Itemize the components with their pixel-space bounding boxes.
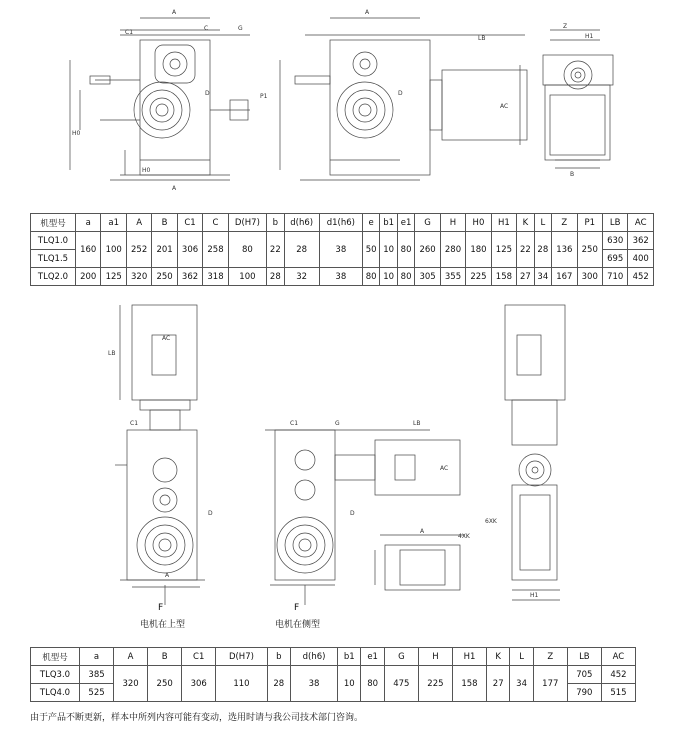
label-H0-1: H0 (72, 130, 81, 137)
value-cell: 22 (517, 232, 534, 268)
value-cell: 362 (177, 268, 202, 286)
table-header-cell: LB (567, 648, 601, 666)
value-cell: 10 (380, 268, 397, 286)
label-B: B (570, 171, 575, 178)
top-drawings (0, 0, 676, 205)
value-cell: 320 (114, 666, 148, 702)
model-cell: TLQ4.0 (31, 684, 80, 702)
label-A-1: A (172, 9, 177, 16)
spec-table-1 (30, 213, 654, 286)
reducer-side-view (543, 30, 613, 168)
spec-table-2 (30, 647, 636, 702)
table-header-cell: Z (533, 648, 567, 666)
label-C1-2: C1 (130, 420, 139, 427)
value-cell: 250 (148, 666, 182, 702)
table-header-cell: G (384, 648, 418, 666)
table-header-cell: H (440, 214, 465, 232)
value-cell: 300 (577, 268, 602, 286)
label-LB-3: LB (413, 420, 421, 427)
value-cell: 38 (319, 268, 362, 286)
label-A-2: A (365, 9, 370, 16)
label-P1: P1 (260, 93, 268, 100)
value-cell: 160 (76, 232, 101, 268)
model-cell: TLQ2.0 (31, 268, 76, 286)
table-row (31, 232, 654, 250)
table-header-cell: d(h6) (284, 214, 319, 232)
table-row (31, 268, 654, 286)
table-header-cell: a (80, 648, 114, 666)
table-header-cell: A (126, 214, 151, 232)
label-C-1: C (204, 25, 209, 32)
label-C1-3: C1 (290, 420, 299, 427)
table-header-cell: d1(h6) (319, 214, 362, 232)
value-cell: 180 (466, 232, 491, 268)
table-header-cell: Z (552, 214, 577, 232)
motor-top-view (115, 305, 205, 605)
technical-drawing-top (0, 0, 676, 205)
value-cell: 110 (216, 666, 267, 702)
value-cell: 630 (602, 232, 627, 250)
value-cell: 10 (338, 666, 361, 702)
value-cell: 34 (510, 666, 533, 702)
value-cell: 158 (452, 666, 486, 702)
table-header-cell: H1 (452, 648, 486, 666)
motor-side-view (265, 430, 460, 605)
table-header-cell: 机型号 (31, 648, 80, 666)
label-G-2: G (335, 420, 340, 427)
force-label-1: F (158, 603, 164, 613)
label-D-4: D (350, 510, 355, 517)
label-H1-2: H1 (530, 592, 539, 599)
value-cell: 10 (380, 232, 397, 268)
table-header-cell: d(h6) (290, 648, 337, 666)
table-header-cell: B (148, 648, 182, 666)
value-cell: 200 (76, 268, 101, 286)
label-C1-1: C1 (125, 29, 134, 36)
technical-drawing-middle (0, 295, 676, 635)
value-cell: 80 (228, 232, 266, 268)
force-label-2: F (294, 603, 300, 613)
value-cell: 100 (228, 268, 266, 286)
value-cell: 320 (126, 268, 151, 286)
value-cell: 27 (517, 268, 534, 286)
value-cell: 80 (397, 232, 414, 268)
table-header-cell: L (510, 648, 533, 666)
value-cell: 452 (628, 268, 654, 286)
value-cell: 710 (602, 268, 627, 286)
value-cell: 318 (203, 268, 228, 286)
value-cell: 790 (567, 684, 601, 702)
flange-detail (375, 535, 465, 590)
table-header-cell: b (267, 648, 290, 666)
value-cell: 225 (418, 666, 452, 702)
label-6XK: 6XK (485, 518, 497, 525)
value-cell: 258 (203, 232, 228, 268)
value-cell: 28 (284, 232, 319, 268)
label-AC: AC (500, 103, 509, 110)
label-D-2: D (398, 90, 403, 97)
label-H0b-1: H0 (142, 167, 151, 174)
table-header-cell: a (76, 214, 101, 232)
label-LB: LB (478, 35, 486, 42)
value-cell: 695 (602, 250, 627, 268)
table-row (31, 666, 636, 684)
value-cell: 136 (552, 232, 577, 268)
value-cell: 705 (567, 666, 601, 684)
value-cell: 80 (362, 268, 379, 286)
value-cell: 260 (415, 232, 440, 268)
table-header-cell: G (415, 214, 440, 232)
value-cell: 250 (152, 268, 177, 286)
table-header-cell: b (267, 214, 284, 232)
table-header-cell: AC (601, 648, 635, 666)
label-AC-3: AC (440, 465, 449, 472)
value-cell: 27 (487, 666, 510, 702)
value-cell: 28 (267, 268, 284, 286)
motor-top-side-view (505, 305, 565, 600)
middle-drawings (0, 295, 676, 635)
value-cell: 306 (182, 666, 216, 702)
model-cell: TLQ3.0 (31, 666, 80, 684)
value-cell: 158 (491, 268, 516, 286)
value-cell: 100 (101, 232, 126, 268)
table-header-cell: e1 (397, 214, 414, 232)
value-cell: 400 (628, 250, 654, 268)
value-cell: 306 (177, 232, 202, 268)
model-cell: TLQ1.5 (31, 250, 76, 268)
label-AC-2: AC (162, 335, 171, 342)
value-cell: 252 (126, 232, 151, 268)
value-cell: 50 (362, 232, 379, 268)
value-cell: 280 (440, 232, 465, 268)
label-4XK: 4XK (458, 533, 470, 540)
table-header-cell: D(H7) (216, 648, 267, 666)
reducer-view-2 (280, 18, 527, 180)
label-G-1: G (238, 25, 243, 32)
model-cell: TLQ1.0 (31, 232, 76, 250)
label-LB-2: LB (108, 350, 116, 357)
label-Abot-1: A (172, 185, 177, 192)
value-cell: 125 (491, 232, 516, 268)
value-cell: 305 (415, 268, 440, 286)
value-cell: 28 (267, 666, 290, 702)
value-cell: 525 (80, 684, 114, 702)
table-header-cell: e (362, 214, 379, 232)
table-header-cell: A (114, 648, 148, 666)
value-cell: 225 (466, 268, 491, 286)
label-Z: Z (563, 23, 568, 30)
table-header-row (31, 214, 654, 232)
label-D-3: D (208, 510, 213, 517)
value-cell: 385 (80, 666, 114, 684)
table-header-cell: H (418, 648, 452, 666)
table-header-cell: D(H7) (228, 214, 266, 232)
table-header-cell: C (203, 214, 228, 232)
table-header-cell: b1 (380, 214, 397, 232)
value-cell: 250 (577, 232, 602, 268)
table-header-cell: H1 (491, 214, 516, 232)
label-H1: H1 (585, 33, 594, 40)
value-cell: 355 (440, 268, 465, 286)
value-cell: 38 (319, 232, 362, 268)
value-cell: 28 (534, 232, 551, 268)
value-cell: 475 (384, 666, 418, 702)
reducer-view-1 (70, 18, 250, 180)
table-header-cell: LB (602, 214, 627, 232)
value-cell: 34 (534, 268, 551, 286)
value-cell: 32 (284, 268, 319, 286)
table-header-cell: K (517, 214, 534, 232)
value-cell: 201 (152, 232, 177, 268)
label-D-1: D (205, 90, 210, 97)
value-cell: 515 (601, 684, 635, 702)
value-cell: 362 (628, 232, 654, 250)
footer-note: 由于产品不断更新，样本中所列内容可能有变动，选用时请与我公司技术部门咨询。 (30, 713, 364, 723)
table-header-cell: B (152, 214, 177, 232)
table-header-cell: P1 (577, 214, 602, 232)
value-cell: 80 (361, 666, 384, 702)
table-header-cell: K (487, 648, 510, 666)
value-cell: 22 (267, 232, 284, 268)
table-header-cell: H0 (466, 214, 491, 232)
value-cell: 80 (397, 268, 414, 286)
caption-motor-top: 电机在上型 (140, 620, 186, 630)
label-A-4: A (420, 528, 425, 535)
table-header-cell: a1 (101, 214, 126, 232)
value-cell: 167 (552, 268, 577, 286)
table-header-row (31, 648, 636, 666)
table-header-cell: C1 (177, 214, 202, 232)
value-cell: 177 (533, 666, 567, 702)
table-header-cell: b1 (338, 648, 361, 666)
caption-motor-side: 电机在侧型 (275, 620, 321, 630)
value-cell: 452 (601, 666, 635, 684)
value-cell: 38 (290, 666, 337, 702)
table-header-cell: 机型号 (31, 214, 76, 232)
table-header-cell: C1 (182, 648, 216, 666)
label-A-3: A (165, 572, 170, 579)
table-header-cell: L (534, 214, 551, 232)
table-header-cell: AC (628, 214, 654, 232)
table-header-cell: e1 (361, 648, 384, 666)
value-cell: 125 (101, 268, 126, 286)
